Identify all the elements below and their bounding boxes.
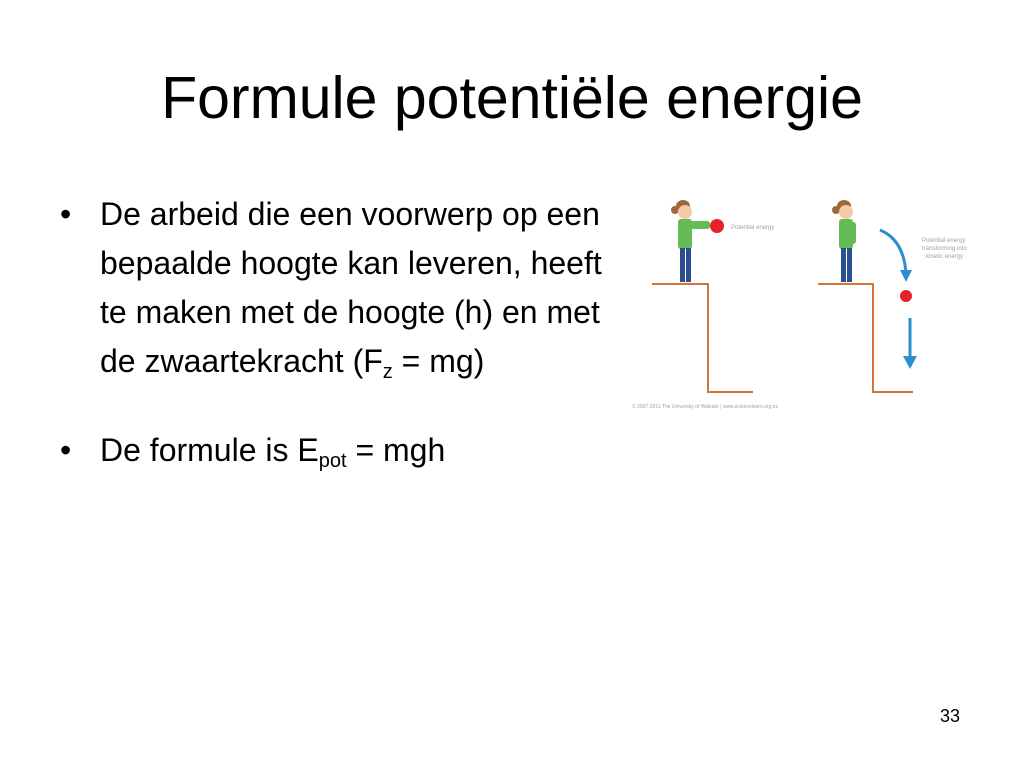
ball-held: [710, 219, 724, 233]
label-potential-energy: Potential energy: [731, 225, 775, 231]
bullet-text: De arbeid die een voorwerp op een bepaalde hoogte kan leveren, heeft te maken met de hoogte (h) en met de zwaartekracht (F: [100, 196, 602, 379]
bullet-glyph: •: [60, 432, 72, 468]
page-number: 33: [939, 706, 961, 726]
curved-arrow-icon: [880, 230, 906, 274]
bullet-glyph: •: [60, 196, 72, 232]
label-transform-3: kinetic energy: [926, 254, 964, 260]
potential-energy-illustration: [628, 192, 978, 420]
ball-falling: [900, 290, 912, 302]
bullet-item-formule: [60, 426, 620, 475]
copyright-credit: © 2007-2011 The University of Waikato | www.sciencelearn.org.nz: [632, 404, 779, 410]
bullet-item-arbeid: [60, 190, 620, 386]
ledge-left: [652, 284, 753, 392]
arrowhead-icon: [900, 270, 912, 282]
subscript-z: z: [382, 361, 393, 383]
girl-left: [671, 200, 710, 282]
bullet-text-tail: = mg): [392, 343, 485, 379]
ledge-right: [818, 284, 913, 392]
down-arrowhead-icon: [903, 356, 917, 369]
bullet-list: [60, 190, 620, 475]
label-transform-2: transforming into: [922, 246, 967, 252]
slide-title: Formule potentiële energie: [161, 65, 863, 131]
bullet-text-tail: = mgh: [346, 432, 446, 468]
girl-right: [832, 200, 856, 282]
bullet-text: De formule is E: [100, 432, 319, 468]
label-transform-1: Potential energy: [922, 238, 966, 244]
subscript-pot: pot: [318, 450, 347, 472]
